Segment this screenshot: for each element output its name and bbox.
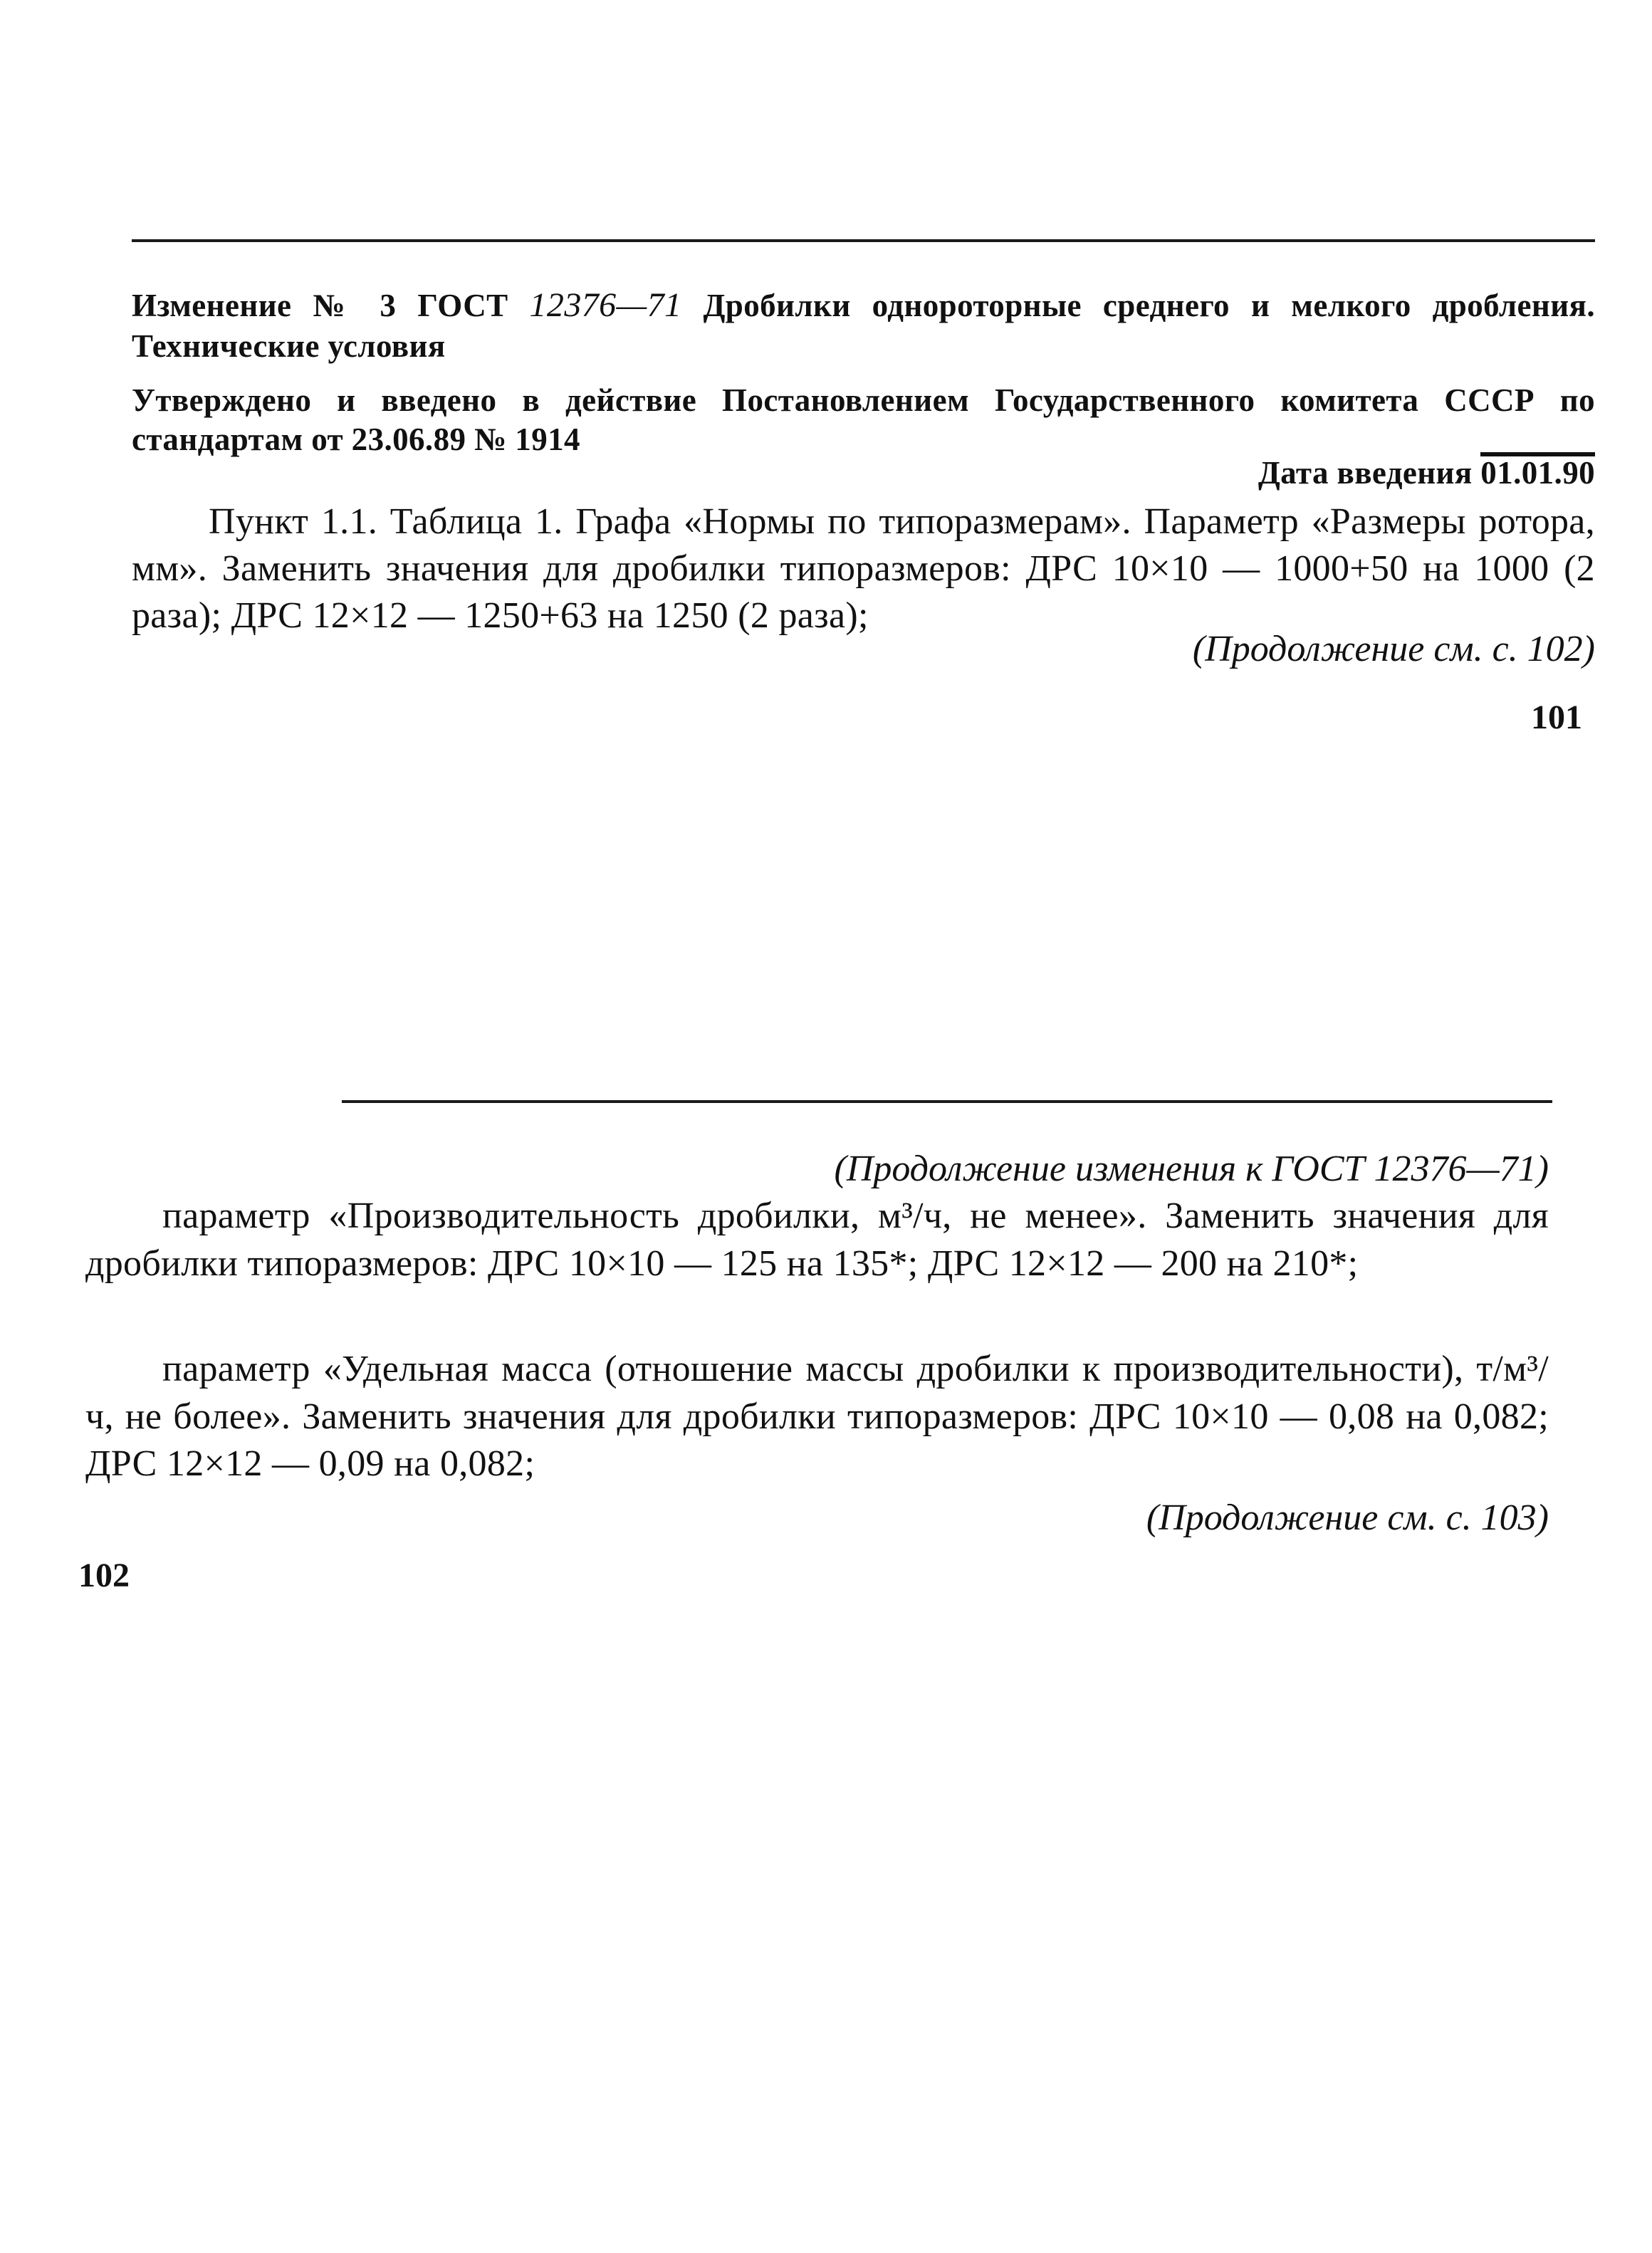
page-number-101: 101 <box>1531 699 1582 736</box>
productivity-parameter-paragraph: параметр «Производительность дробилки, м³/ч, не менее». Заменить значения для дробилки типоразмеров: ДРС 10×10 — 125 на 135*; ДРС 12×12 — 200 на 210*; <box>85 1196 1549 1284</box>
gost-number: 12376—71 <box>529 286 682 324</box>
page1-continuation-note: (Продолжение см. с. 102) <box>1192 629 1595 669</box>
title-prefix: Изменение № 3 ГОСТ <box>132 288 530 323</box>
effective-date-value: 01.01.90 <box>1480 452 1595 490</box>
page2-continuation-heading: (Продолжение изменения к ГОСТ 12376—71) <box>834 1149 1549 1189</box>
approval-statement: Утверждено и введено в действие Постановлением Государственного комитета СССР по стандартам от 23.06.89 № 1914 <box>132 382 1595 457</box>
effective-date-label: Дата введения <box>1258 455 1481 491</box>
page2-continuation-note: (Продолжение см. с. 103) <box>1146 1497 1549 1538</box>
amendment-title <box>132 285 1595 365</box>
page1-top-rule <box>132 239 1595 242</box>
effective-date <box>132 452 1595 493</box>
title-subject: Дробилки однороторные среднего и мелкого дробления. Технические условия <box>132 288 1595 364</box>
item-1-1-paragraph: Пункт 1.1. Таблица 1. Графа «Нормы по типоразмерам». Параметр «Размеры ротора, мм». Заменить значения для дробилки типоразмеров: ДРС 10×10 — 1000+50 на 1000 (2 раза); ДРС 12×12 — 1250+63 на 1250 (2 раза); <box>132 501 1595 637</box>
specific-mass-parameter-paragraph: параметр «Удельная масса (отношение массы дробилки к производительности), т/м³/ч, не более». Заменить значения для дробилки типоразмеров: ДРС 10×10 — 0,08 на 0,082; ДРС 12×12 — 0,09 на 0,082; <box>85 1349 1549 1485</box>
page-number-102: 102 <box>78 1557 130 1594</box>
page2-top-rule <box>342 1100 1552 1103</box>
